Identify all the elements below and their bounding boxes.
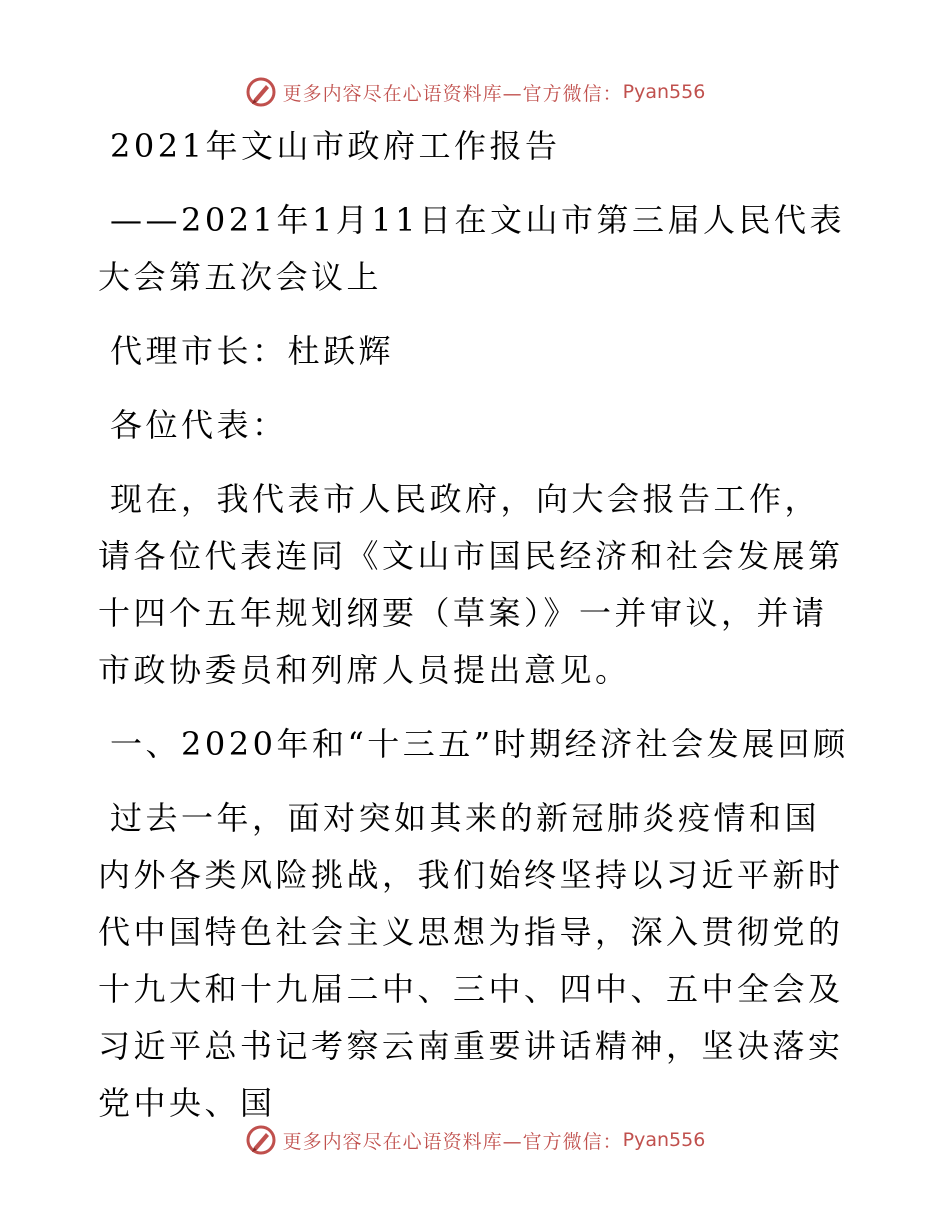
banner-text: 更多内容尽在心语资料库—官方微信： (282, 1130, 623, 1153)
header-watermark-banner (0, 72, 950, 112)
document-body (98, 118, 853, 1149)
banner-text: 更多内容尽在心语资料库—官方微信： (282, 82, 623, 105)
pen-logo-icon (245, 76, 277, 108)
review-paragraph: 过去一年，面对突如其来的新冠肺炎疫情和国内外各类风险挑战，我们始终坚持以习近平新时代中国特色社会主义思想为指导，深入贯彻党的十九大和十九届二中、三中、四中、五中全会及习近平总书记考察云南重要讲话精神，坚决落实党中央、国 (98, 799, 844, 1122)
speaker-line: 代理市长：杜跃辉 (110, 332, 395, 370)
document-subtitle: ——2021年1月11日在文山市第三届人民代表大会第五次会议上 (98, 201, 846, 296)
pen-logo-icon (245, 1124, 277, 1156)
banner-wechat-id: Pyan556 (622, 1129, 706, 1151)
section-heading-1: 一、2020年和“十三五”时期经济社会发展回顾 (110, 725, 849, 763)
footer-watermark-banner (0, 1120, 950, 1160)
banner-wechat-id: Pyan556 (622, 81, 706, 103)
document-title: 2021年文山市政府工作报告 (110, 127, 561, 165)
salutation: 各位代表： (110, 406, 288, 444)
intro-paragraph: 现在，我代表市人民政府，向大会报告工作，请各位代表连同《文山市国民经济和社会发展第十四个五年规划纲要（草案）》一并审议，并请市政协委员和列席人员提出意见。 (98, 480, 844, 689)
